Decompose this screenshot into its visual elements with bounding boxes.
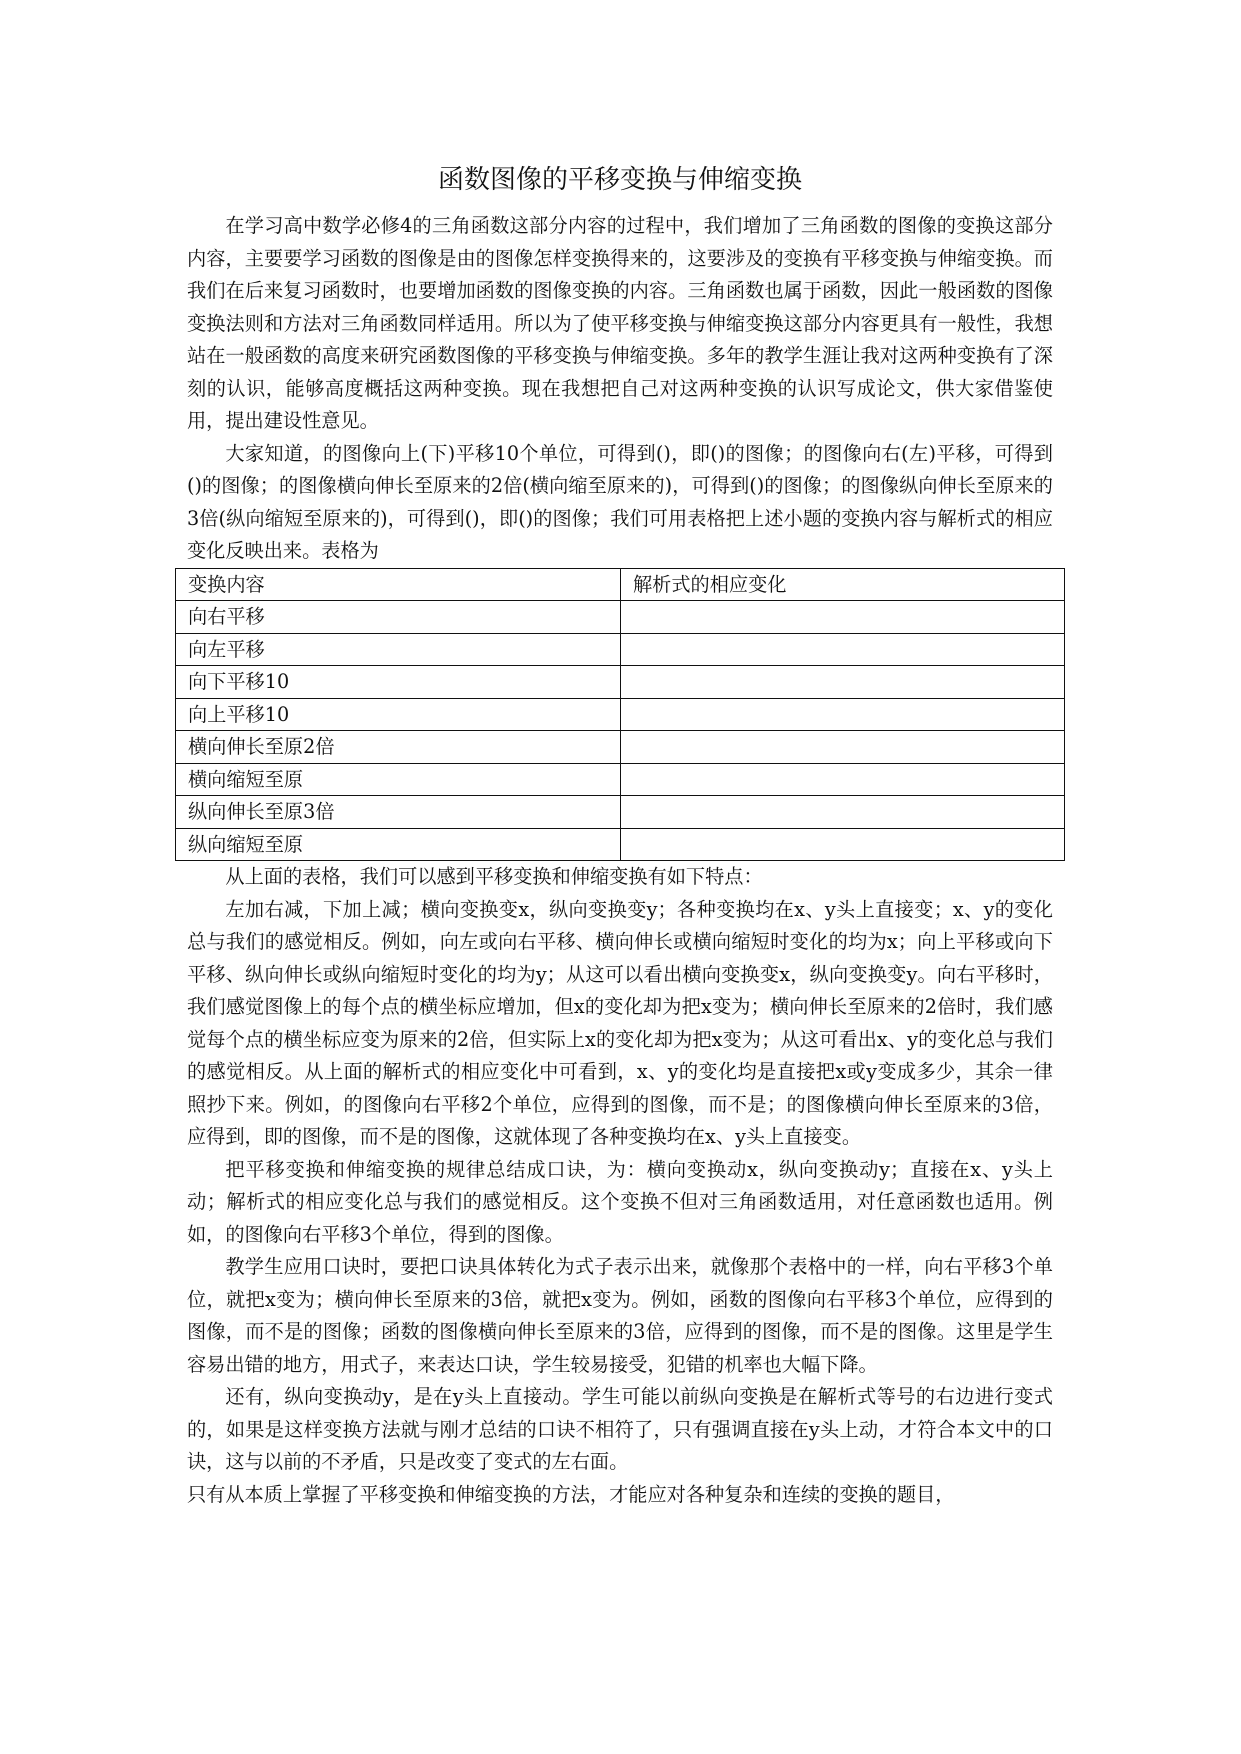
document-title: 函数图像的平移变换与伸缩变换	[437, 165, 802, 195]
table-cell: 横向伸长至原2倍	[176, 731, 621, 764]
table-cell: 横向缩短至原	[176, 763, 621, 796]
table-cell: 向左平移	[176, 633, 621, 666]
table-cell	[621, 633, 1065, 666]
table-row	[176, 601, 1065, 634]
teaching-paragraph: 教学生应用口诀时，要把口诀具体转化为式子表示出来，就像那个表格中的一样，向右平移3个单位，就把x变为；横向伸长至原来的3倍，就把x变为。例如，函数的图像向右平移3个单位，应得到的图像，而不是的图像；函数的图像横向伸长至原来的3倍，应得到的图像，而不是的图像。这里是学生容易出错的地方，用式子，来表达口诀，学生较易接受，犯错的机率也大幅下降。	[187, 1255, 1053, 1376]
features-paragraph: 左加右减，下加上减；横向变换变x，纵向变换变y；各种变换均在x、y头上直接变；x、y的变化总与我们的感觉相反。例如，向左或向右平移、横向伸长或横向缩短时变化的均为x；向上平移或向下平移、纵向伸长或纵向缩短时变化的均为y；从这可以看出横向变换变x，纵向变换变y。向右平移时，我们感觉图像上的每个点的横坐标应增加，但x的变化却为把x变为；横向伸长至原来的2倍时，我们感觉每个点的横坐标应变为原来的2倍，但实际上x的变化却为把x变为；从这可看出x、y的变化总与我们的感觉相反。从上面的解析式的相应变化中可看到，x、y的变化均是直接把x或y变成多少，其余一律照抄下来。例如，的图像向右平移2个单位，应得到的图像，而不是；的图像横向伸长至原来的3倍，应得到，即的图像，而不是的图像，这就体现了各种变换均在x、y头上直接变。	[187, 897, 1053, 1148]
features-intro-paragraph: 从上面的表格，我们可以感到平移变换和伸缩变换有如下特点：	[225, 865, 763, 888]
table-row	[176, 698, 1065, 731]
table-row	[176, 666, 1065, 699]
table-cell: 向右平移	[176, 601, 621, 634]
table-row	[176, 763, 1065, 796]
table-cell: 纵向伸长至原3倍	[176, 796, 621, 829]
table-header-cell: 变换内容	[176, 568, 621, 601]
table-row	[176, 828, 1065, 861]
table-cell	[621, 763, 1065, 796]
intro-paragraph: 在学习高中数学必修4的三角函数这部分内容的过程中，我们增加了三角函数的图像的变换这部分内容，主要要学习函数的图像是由的图像怎样变换得来的，这要涉及的变换有平移变换与伸缩变换。而我们在后来复习函数时，也要增加函数的图像变换的内容。三角函数也属于函数，因此一般函数的图像变换法则和方法对三角函数同样适用。所以为了使平移变换与伸缩变换这部分内容更具有一般性，我想站在一般函数的高度来研究函数图像的平移变换与伸缩变换。多年的教学生涯让我对这两种变换有了深刻的认识，能够高度概括这两种变换。现在我想把自己对这两种变换的认识写成论文，供大家借鉴使用，提出建设性意见。	[187, 214, 1053, 432]
table-cell: 向下平移10	[176, 666, 621, 699]
final-line: 只有从本质上掌握了平移变换和伸缩变换的方法，才能应对各种复杂和连续的变换的题目，	[187, 1482, 955, 1506]
table-header-row	[176, 568, 1065, 601]
table-cell: 纵向缩短至原	[176, 828, 621, 861]
table-row	[176, 796, 1065, 829]
mnemonic-paragraph: 把平移变换和伸缩变换的规律总结成口诀，为：横向变换动x，纵向变换动y；直接在x、y头上动；解析式的相应变化总与我们的感觉相反。这个变换不但对三角函数适用，对任意函数也适用。例如，的图像向右平移3个单位，得到的图像。	[187, 1157, 1053, 1246]
table-row	[176, 731, 1065, 764]
table-cell	[621, 666, 1065, 699]
document-page	[187, 150, 1053, 1511]
table-header-cell: 解析式的相应变化	[621, 568, 1065, 601]
table-cell: 向上平移10	[176, 698, 621, 731]
table-cell	[621, 828, 1065, 861]
vertical-transform-paragraph: 还有，纵向变换动y，是在y头上直接动。学生可能以前纵向变换是在解析式等号的右边进行变式的，如果是这样变换方法就与刚才总结的口诀不相符了，只有强调直接在y头上动，才符合本文中的口诀，这与以前的不矛盾，只是改变了变式的左右面。	[187, 1385, 1053, 1473]
examples-paragraph: 大家知道，的图像向上(下)平移10个单位，可得到()，即()的图像；的图像向右(左)平移，可得到()的图像；的图像横向伸长至原来的2倍(横向缩至原来的)，可得到()的图像；的图像纵向伸长至原来的3倍(纵向缩短至原来的)，可得到()，即()的图像；我们可用表格把上述小题的变换内容与解析式的相应变化反映出来。表格为	[187, 441, 1053, 562]
transform-table	[175, 568, 1065, 862]
table-cell	[621, 796, 1065, 829]
table-cell	[621, 698, 1065, 731]
table-cell	[621, 601, 1065, 634]
table-cell	[621, 731, 1065, 764]
table-row	[176, 633, 1065, 666]
